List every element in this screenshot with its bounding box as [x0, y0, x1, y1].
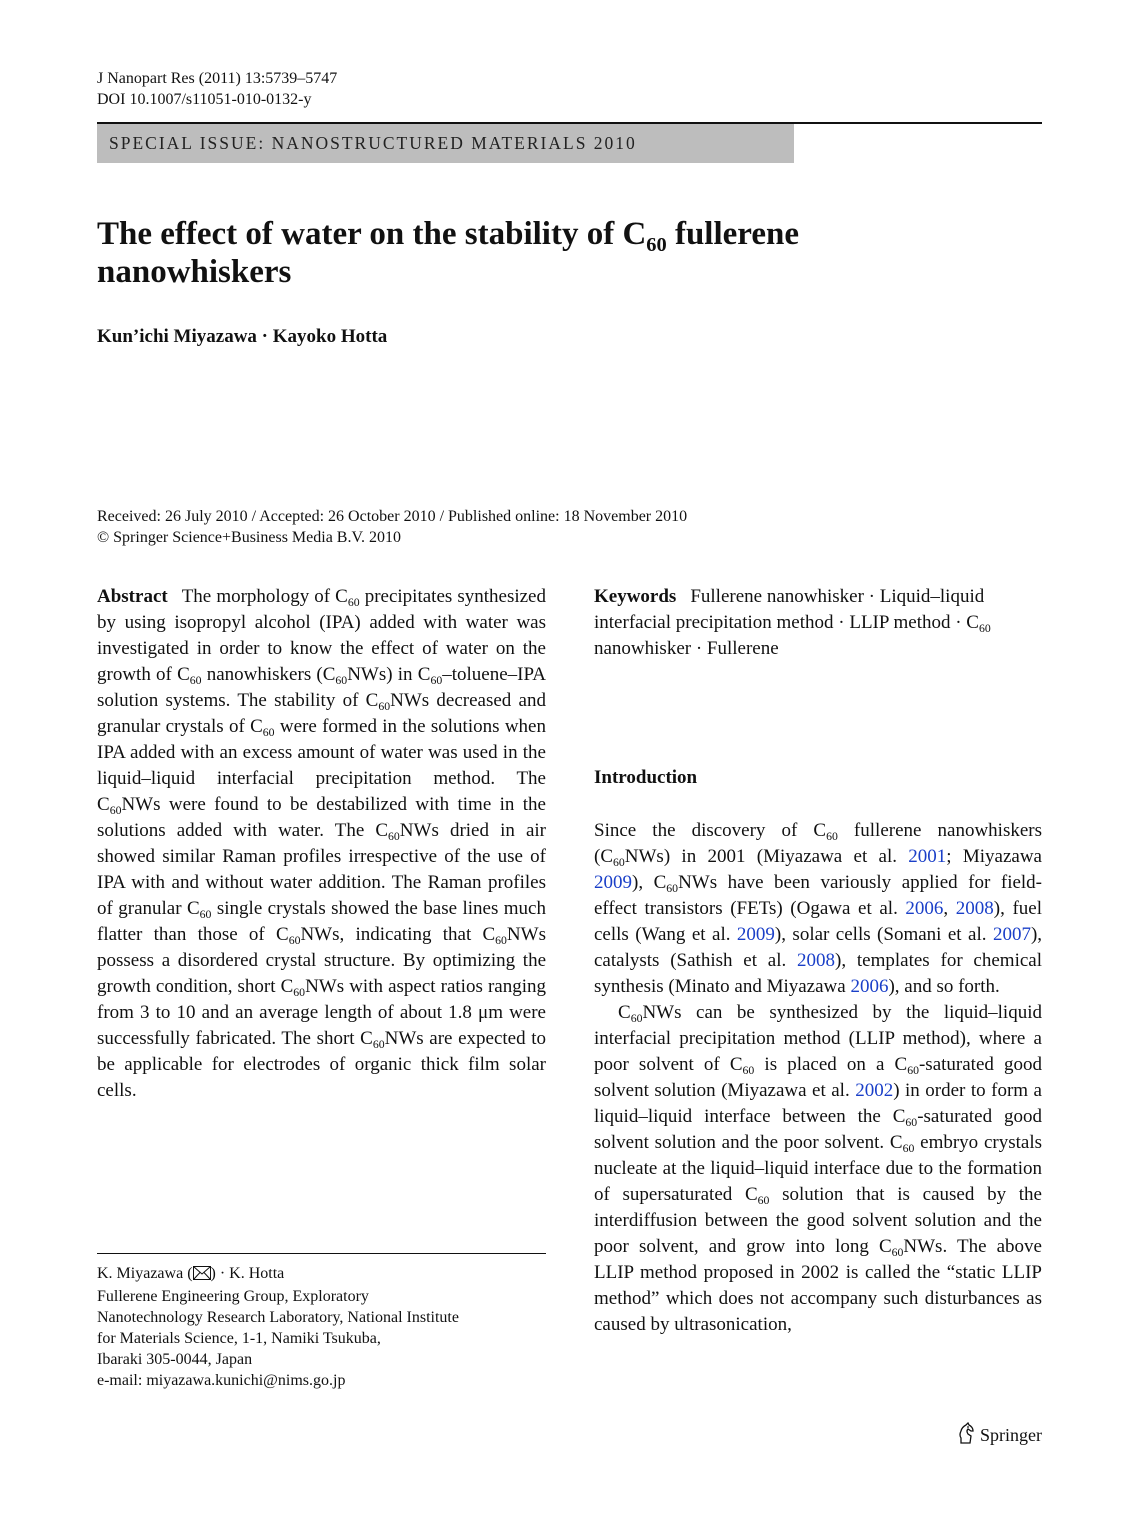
citation-link[interactable]: 2009	[736, 924, 775, 945]
author-affiliation	[97, 1263, 546, 1391]
doi: DOI 10.1007/s11051-010-0132-y	[97, 91, 312, 108]
citation-link[interactable]: 2008	[797, 950, 836, 971]
publisher-name: Springer	[980, 1425, 1042, 1445]
keywords	[594, 584, 1042, 662]
affiliation-line: for Materials Science, 1-1, Namiki Tsukuba,	[97, 1330, 381, 1347]
keywords-heading: Keywords	[594, 586, 677, 607]
affiliation-line: Ibaraki 305-0044, Japan	[97, 1351, 253, 1368]
springer-knight-icon	[956, 1422, 976, 1449]
introduction-heading: Introduction	[594, 767, 698, 788]
citation-link[interactable]: 2008	[955, 898, 994, 919]
special-issue-banner: SPECIAL ISSUE: NANOSTRUCTURED MATERIALS 2010	[97, 124, 794, 163]
copyright: © Springer Science+Business Media B.V. 2010	[97, 529, 401, 546]
affiliation-line: Fullerene Engineering Group, Exploratory	[97, 1288, 369, 1305]
history-dates: Received: 26 July 2010 / Accepted: 26 October 2010 / Published online: 18 November 2010	[97, 508, 688, 525]
title-part: The effect of water on the stability of C	[97, 216, 647, 252]
introduction-body	[594, 818, 1042, 1338]
intro-paragraph-2: $C_{60}NWs$ can be synthesized by the liquid–liquid interfacial precipitation method (LLIP method), where a poor solvent of $C_{60}$ is placed on a $C_{60}$-saturated good solvent solution (Miyazawa et al. 2002) in order to form a liquid–liquid interface between the $C_{60}$-saturated good solvent solution and the poor solvent. $C_{60}$ embryo crystals nucleate at the liquid–liquid interface due to the formation of supersaturated $C_{60}$ solution that is caused by the interdiffusion between the good solvent solution and the poor solvent, and grow into long $C_{60}NWs$. The above LLIP method proposed in 2002 is called the “static LLIP method” which does not accompany such disturbances as caused by ultrasonication,	[594, 1002, 1042, 1335]
corresponding-author: K. Miyazawa ( ) · K. Hotta	[97, 1263, 546, 1286]
title-part: fullerene	[666, 216, 799, 252]
abstract	[97, 584, 546, 1104]
citation-link[interactable]: 2001	[908, 846, 947, 867]
keywords-paragraph: Keywords Fullerene nanowhisker · Liquid–liquid interfacial precipitation method · LLIP method · $C_{60}$ nanowhisker · Fullerene	[594, 586, 991, 659]
envelope-icon[interactable]	[193, 1265, 211, 1286]
abstract-paragraph: Abstract The morphology of $C_{60}$ precipitates synthesized by using isopropyl alcohol (IPA) added with water was investigated in order to know the effect of water on the growth of $C_{60}$ nanowhiskers $(C_{60}NWs)$ in $C_{60}-toluene$–IPA solution systems. The stability of $C_{60}NWs$ decreased and granular crystals of $C_{60}$ were formed in the solutions when IPA added with an excess amount of water was used in the liquid–liquid interfacial precipitation method. The $C_{60}NWs$ were found to be destabilized with time in the solutions added with water. The $C_{60}NWs$ dried in air showed similar Raman profiles irrespective of the use of IPA with and without water addition. The Raman profiles of granular $C_{60}$ single crystals showed the base lines much flatter than those of $C_{60}NWs$, indicating that $C_{60}NWs$ possess a disordered crystal structure. By optimizing the growth condition, short $C_{60}NWs$ with aspect ratios ranging from 3 to 10 and an average length of about 1.8 μm were successfully fabricated. The short $C_{60}NWs$ are expected to be applicable for electrodes of organic thick film solar cells.	[97, 586, 546, 1101]
abstract-heading: Abstract	[97, 586, 168, 607]
article-title	[97, 215, 997, 291]
journal-citation	[97, 68, 337, 110]
title-line2: nanowhiskers	[97, 254, 292, 290]
citation-link[interactable]: 2006	[850, 976, 889, 997]
email[interactable]: e-mail: miyazawa.kunichi@nims.go.jp	[97, 1372, 346, 1389]
affiliation-line: Nanotechnology Research Laboratory, National Institute	[97, 1309, 459, 1326]
citation-link[interactable]: 2007	[992, 924, 1031, 945]
publication-dates	[97, 506, 687, 548]
citation-link[interactable]: 2002	[855, 1080, 894, 1101]
intro-paragraph-1: Since the discovery of $C_{60}$ fullerene nanowhiskers $(C_{60}NWs)$ in 2001 (Miyazawa et al. 2001; Miyazawa 2009), $C_{60}NWs$ have been variously applied for field-effect transistors (FETs) (Ogawa et al. 2006, 2008), fuel cells (Wang et al. 2009), solar cells (Somani et al. 2007), catalysts (Sathish et al. 2008), templates for chemical synthesis (Minato and Miyazawa 2006), and so forth.	[594, 820, 1043, 997]
footnote-rule	[97, 1253, 546, 1254]
journal-reference: J Nanopart Res (2011) 13:5739–5747	[97, 70, 338, 87]
title-subscript: 60	[646, 234, 667, 257]
citation-link[interactable]: 2006	[905, 898, 944, 919]
authors: Kun’ichi Miyazawa · Kayoko Hotta	[97, 326, 388, 347]
citation-link[interactable]: 2009	[594, 872, 632, 893]
publisher-logo	[956, 1422, 1042, 1449]
